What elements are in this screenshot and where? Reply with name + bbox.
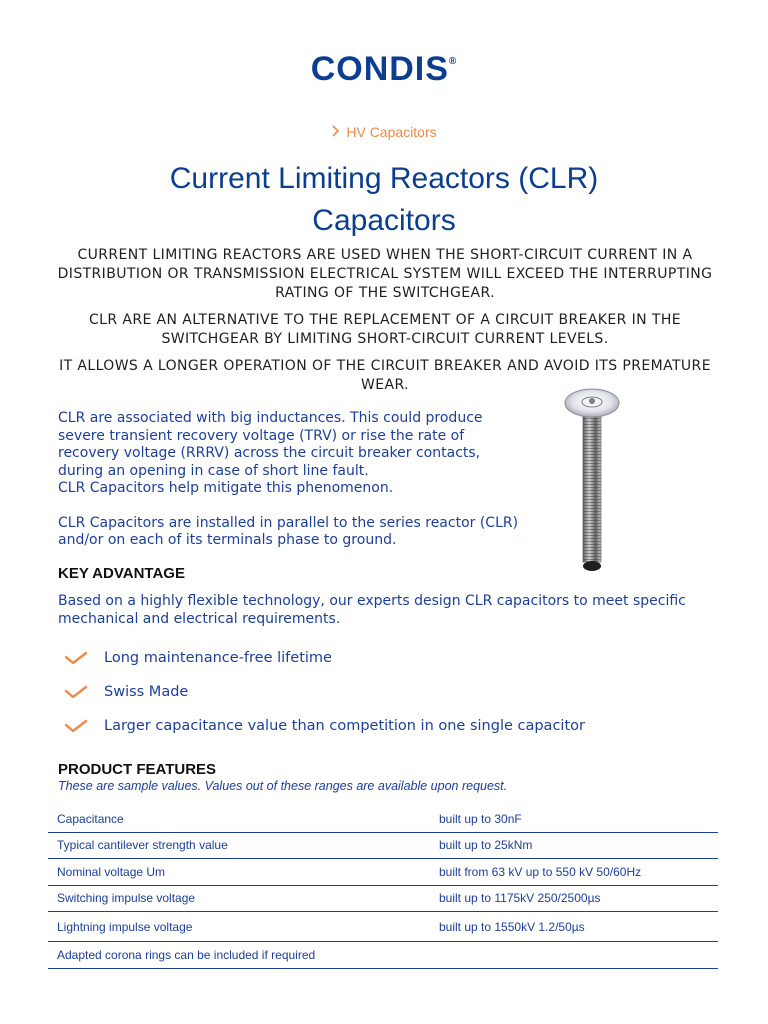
feature-value: built from 63 kV up to 550 kV 50/60Hz	[430, 859, 718, 886]
brand-name: CONDIS	[310, 50, 449, 88]
feature-value: built up to 1550kV 1.2/50µs	[430, 912, 718, 942]
feature-value: built up to 1175kV 250/2500µs	[430, 885, 718, 912]
table-row	[48, 832, 718, 859]
table-row	[48, 942, 718, 969]
intro-text	[58, 410, 528, 550]
advantage-label: Long maintenance-free lifetime	[104, 650, 332, 666]
table-row	[48, 912, 718, 942]
feature-label: Capacitance	[48, 806, 430, 832]
feature-label: Adapted corona rings can be included if required	[48, 942, 430, 969]
page-title-line-2: Capacitors	[312, 204, 456, 237]
feature-label: Switching impulse voltage	[48, 885, 430, 912]
caps-paragraph-2: CLR ARE AN ALTERNATIVE TO THE REPLACEMENT OF A CIRCUIT BREAKER IN THE SWITCHGEAR BY LIMITING SHORT-CIRCUIT CURRENT LEVELS.	[88, 312, 681, 347]
brand-logo[interactable]	[0, 50, 768, 89]
advantage-label: Swiss Made	[104, 684, 189, 700]
advantage-label: Larger capacitance value than competition in one single capacitor	[104, 718, 585, 734]
feature-label: Typical cantilever strength value	[48, 832, 430, 859]
intro-paragraph-1b: CLR Capacitors help mitigate this phenomenon.	[58, 480, 394, 496]
list-item	[64, 641, 585, 675]
feature-value	[430, 942, 718, 969]
caps-paragraph-3: IT ALLOWS A LONGER OPERATION OF THE CIRCUIT BREAKER AND AVOID ITS PREMATURE WEAR.	[59, 358, 711, 393]
feature-label: Nominal voltage Um	[48, 859, 430, 886]
advantage-list	[64, 641, 585, 743]
product-features-note: These are sample values. Values out of these ranges are available upon request.	[58, 779, 508, 793]
feature-value: built up to 25kNm	[430, 832, 718, 859]
caps-paragraph-1: CURRENT LIMITING REACTORS ARE USED WHEN THE SHORT-CIRCUIT CURRENT IN A DISTRIBUTION OR TRANSMISSION ELECTRICAL SYSTEM WILL EXCEED THE INTERRUPTING RATING OF THE SWITCHGEAR.	[57, 247, 713, 301]
key-advantage-heading: KEY ADVANTAGE	[58, 565, 185, 582]
key-advantage-text: Based on a highly flexible technology, our experts design CLR capacitors to meet specific mechanical and electrical requirements.	[58, 593, 686, 627]
table-row	[48, 859, 718, 886]
list-item	[64, 675, 585, 709]
check-icon	[64, 650, 88, 666]
intro-paragraph-1: CLR are associated with big inductances. This could produce severe transient recovery voltage (TRV) or rise the rate of recovery voltage (RRRV) across the circuit breaker contacts, during an opening in case of short line fault.	[58, 410, 483, 479]
table-row	[48, 806, 718, 832]
check-icon	[64, 684, 88, 700]
page-title	[0, 158, 768, 242]
table-row	[48, 885, 718, 912]
breadcrumb[interactable]	[0, 124, 768, 140]
product-features-heading: PRODUCT FEATURES	[58, 761, 217, 778]
chevron-right-icon	[331, 124, 340, 140]
list-item	[64, 709, 585, 743]
feature-value: built up to 30nF	[430, 806, 718, 832]
intro-paragraph-2: CLR Capacitors are installed in parallel to the series reactor (CLR) and/or on each of its terminals phase to ground.	[58, 514, 519, 548]
clr-capacitor-image	[560, 386, 630, 576]
feature-label: Lightning impulse voltage	[48, 912, 430, 942]
product-features-table	[48, 806, 718, 969]
breadcrumb-label: HV Capacitors	[346, 124, 437, 140]
check-icon	[64, 718, 88, 734]
page-title-line-1: Current Limiting Reactors (CLR)	[169, 162, 599, 195]
registered-mark: ®	[448, 56, 458, 67]
